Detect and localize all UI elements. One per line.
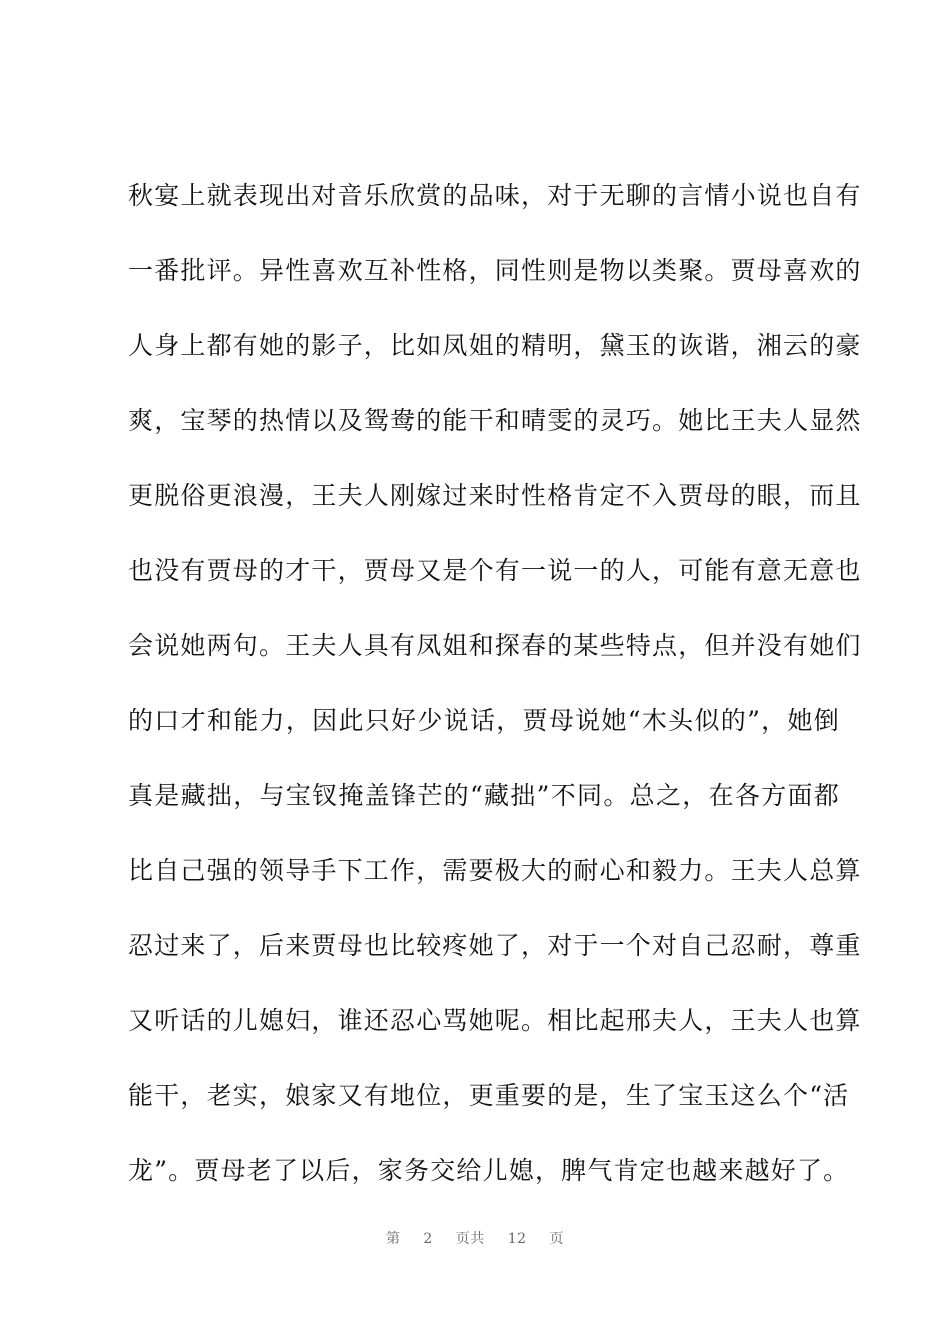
text-line-5: 更脱俗更浪漫，王夫人刚嫁过来时性格肯定不入贾母的眼，而且 bbox=[128, 481, 862, 510]
text-line-6: 也没有贾母的才干，贾母又是个有一说一的人，可能有意无意也 bbox=[128, 556, 862, 585]
body-text bbox=[128, 170, 862, 1220]
text-line-9: 真是藏拙，与宝钗掩盖锋芒的“藏拙”不同。总之，在各方面都 bbox=[128, 781, 840, 810]
text-line-2: 一番批评。异性喜欢互补性格，同性则是物以类聚。贾母喜欢的 bbox=[128, 256, 862, 285]
text-line-8: 的口才和能力，因此只好少说话，贾母说她“木头似的”，她倒 bbox=[128, 706, 840, 735]
text-line-1: 秋宴上就表现出对音乐欣赏的品味，对于无聊的言情小说也自有 bbox=[128, 181, 862, 210]
text-line-10: 比自己强的领导手下工作，需要极大的耐心和毅力。王夫人总算 bbox=[128, 856, 862, 885]
text-line-12: 又听话的儿媳妇，谁还忍心骂她呢。相比起邢夫人，王夫人也算 bbox=[128, 1006, 862, 1035]
text-line-13: 能干，老实，娘家又有地位，更重要的是，生了宝玉这么个“活 bbox=[128, 1081, 850, 1110]
page-label-prefix: 第 bbox=[385, 1231, 401, 1247]
text-line-11: 忍过来了，后来贾母也比较疼她了，对于一个对自己忍耐，尊重 bbox=[128, 931, 862, 960]
page-label-mid: 页共 bbox=[455, 1231, 485, 1247]
page-footer bbox=[0, 1228, 950, 1248]
text-line-3: 人身上都有她的影子，比如凤姐的精明，黛玉的诙谐，湘云的豪 bbox=[128, 331, 862, 360]
page-label-suffix: 页 bbox=[549, 1231, 565, 1247]
text-line-4: 爽，宝琴的热情以及鸳鸯的能干和晴雯的灵巧。她比王夫人显然 bbox=[128, 406, 862, 435]
text-line-7: 会说她两句。王夫人具有凤姐和探春的某些特点，但并没有她们 bbox=[128, 631, 862, 660]
current-page-number: 2 bbox=[423, 1231, 433, 1247]
text-line-14: 龙”。贾母老了以后，家务交给儿媳，脾气肯定也越来越好了。 bbox=[128, 1156, 850, 1185]
total-pages-number: 12 bbox=[507, 1231, 527, 1247]
